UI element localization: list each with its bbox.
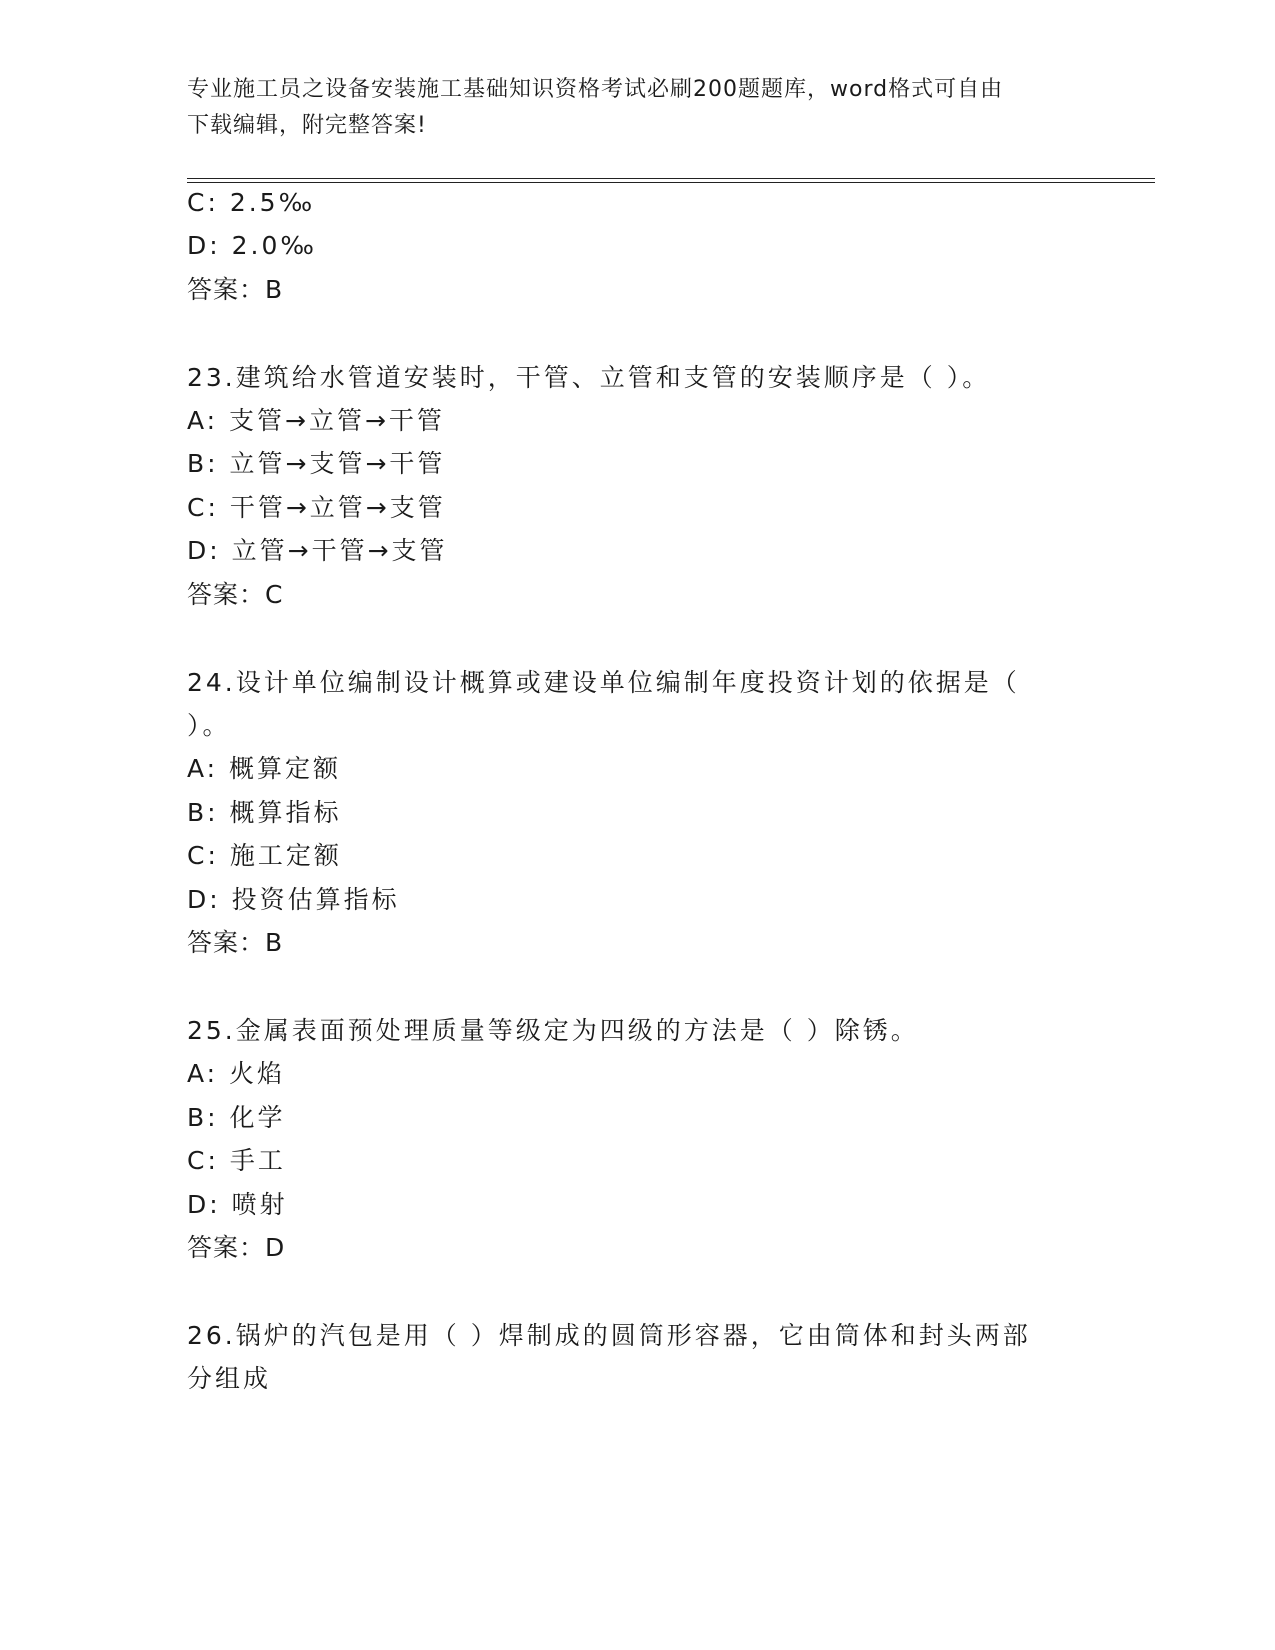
q24-option-d: D: 投资估算指标 <box>187 885 400 914</box>
q26-stem-line-1: 26.锅炉的汽包是用（ ）焊制成的圆筒形容器，它由筒体和封头两部 <box>187 1321 1031 1350</box>
header-divider-bottom <box>187 182 1155 183</box>
q24-option-b: B: 概算指标 <box>187 798 342 827</box>
q24-answer: 答案：B <box>187 928 284 957</box>
q25-option-c: C: 手工 <box>187 1146 286 1175</box>
q23-option-c: C: 干管→立管→支管 <box>187 493 446 522</box>
q22-option-c: C: 2.5‰ <box>187 188 316 217</box>
q23-stem: 23.建筑给水管道安装时，干管、立管和支管的安装顺序是（ ）。 <box>187 363 991 392</box>
q24-option-a: A: 概算定额 <box>187 754 342 783</box>
q24-stem-line-1: 24.设计单位编制设计概算或建设单位编制年度投资计划的依据是（ <box>187 668 1020 697</box>
q23-option-b: B: 立管→支管→干管 <box>187 449 446 478</box>
q26-stem-line-2: 分组成 <box>187 1364 272 1393</box>
q22-option-d: D: 2.0‰ <box>187 231 317 260</box>
header-line-1: 专业施工员之设备安装施工基础知识资格考试必刷200题题库，word格式可自由 <box>187 77 1004 102</box>
header-line-2: 下载编辑，附完整答案! <box>187 113 427 138</box>
document-header <box>187 72 1067 144</box>
q23-option-a: A: 支管→立管→干管 <box>187 406 445 435</box>
q24-option-c: C: 施工定额 <box>187 841 342 870</box>
q25-option-b: B: 化学 <box>187 1103 286 1132</box>
q23-answer: 答案：C <box>187 580 284 609</box>
q22-answer: 答案：B <box>187 275 284 304</box>
q23-option-d: D: 立管→干管→支管 <box>187 536 448 565</box>
q24-stem-line-2: ）。 <box>187 711 231 740</box>
q25-option-a: A: 火焰 <box>187 1059 286 1088</box>
q25-stem: 25.金属表面预处理质量等级定为四级的方法是（ ）除锈。 <box>187 1016 919 1045</box>
header-divider-top <box>187 178 1155 179</box>
q25-option-d: D: 喷射 <box>187 1190 288 1219</box>
q25-answer: 答案：D <box>187 1233 286 1262</box>
